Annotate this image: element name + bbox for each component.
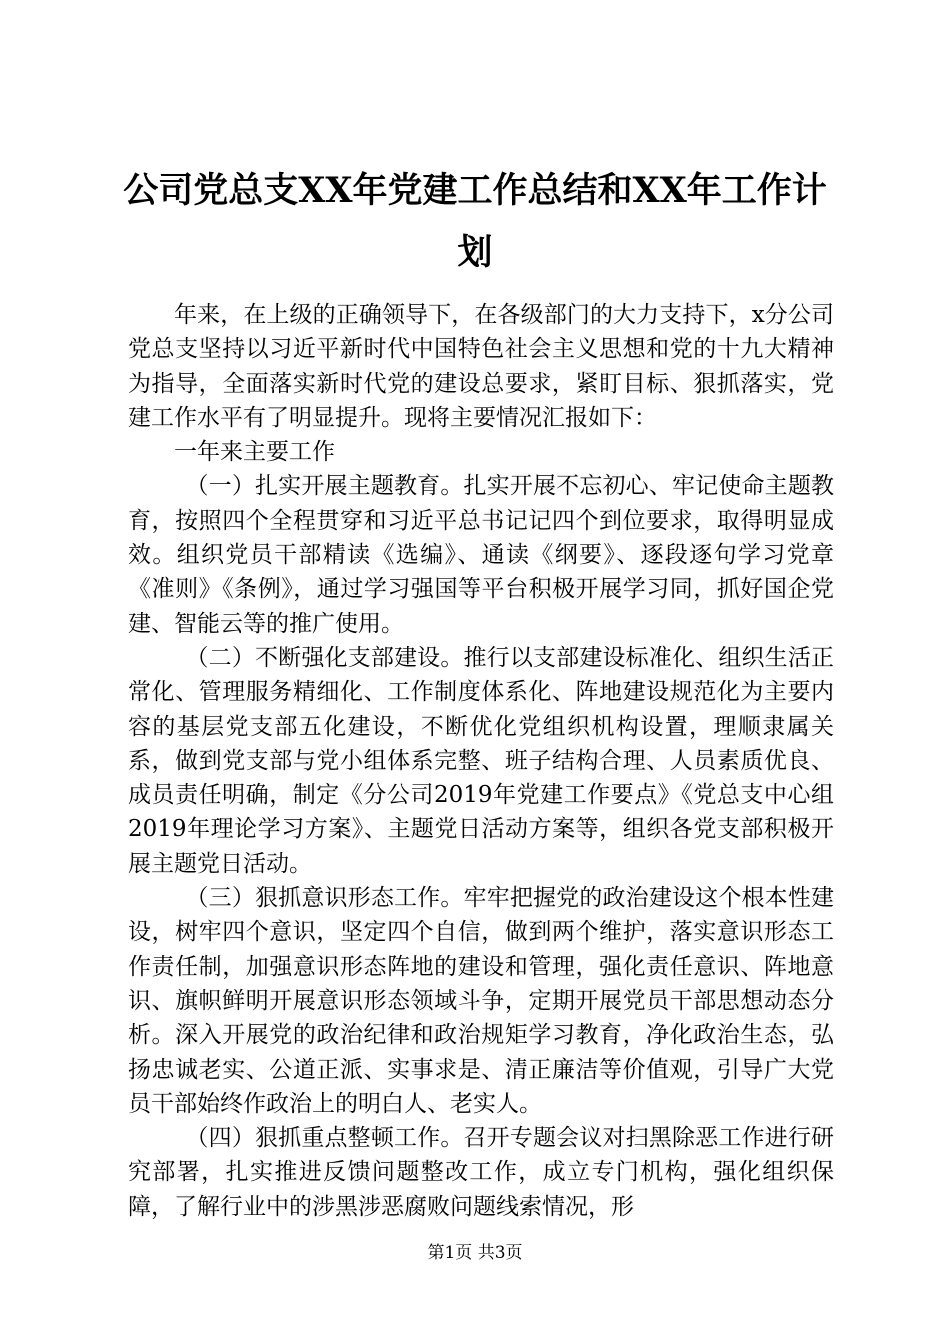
document-body: [128, 298, 834, 1224]
paragraph-item-2: （二）不断强化支部建设。推行以支部建设标准化、组织生活正常化、管理服务精细化、工作制度体系化、阵地建设规范化为主要内容的基层党支部五化建设，不断优化党组织机构设置，理顺隶属关系，做到党支部与党小组体系完整、班子结构合理、人员素质优良、成员责任明确，制定《分公司2019年党建工作要点》《党总支中心组2019年理论学习方案》、主题党日活动方案等，组织各党支部积极开展主题党日活动。: [128, 644, 834, 877]
paragraph-item-3: （三）狠抓意识形态工作。牢牢把握党的政治建设这个根本性建设，树牢四个意识，坚定四个自信，做到两个维护，落实意识形态工作责任制，加强意识形态阵地的建设和管理，强化责任意识、阵地意识、旗帜鲜明开展意识形态领域斗争，定期开展党员干部思想动态分析。深入开展党的政治纪律和政治规矩学习教育，净化政治生态，弘扬忠诚老实、公道正派、实事求是、清正廉洁等价值观，引导广大党员干部始终作政治上的明白人、老实人。: [128, 885, 834, 1117]
page-number-footer: 第1页 共3页: [427, 1243, 523, 1263]
paragraph-item-1: （一）扎实开展主题教育。扎实开展不忘初心、牢记使命主题教育，按照四个全程贯穿和习近平总书记记四个到位要求，取得明显成效。组织党员干部精读《选编》、通读《纲要》、逐段逐句学习党章《准则》《条例》，通过学习强国等平台积极开展学习同，抓好国企党建、智能云等的推广使用。: [128, 473, 834, 637]
paragraph-intro: 年来，在上级的正确领导下，在各级部门的大力支持下，x分公司党总支坚持以习近平新时代中国特色社会主义思想和党的十九大精神为指导，全面落实新时代党的建设总要求，紧盯目标、狠抓落实，党建工作水平有了明显提升。现将主要情况汇报如下：: [128, 302, 834, 431]
document-title: 公司党总支XX年党建工作总结和XX年工作计划: [123, 170, 827, 273]
paragraph-item-4: （四）狠抓重点整顿工作。召开专题会议对扫黑除恶工作进行研究部署，扎实推进反馈问题整改工作，成立专门机构，强化组织保障，了解行业中的涉黑涉恶腐败问题线索情况，形: [128, 1125, 834, 1220]
section-heading: 一年来主要工作: [174, 439, 335, 466]
